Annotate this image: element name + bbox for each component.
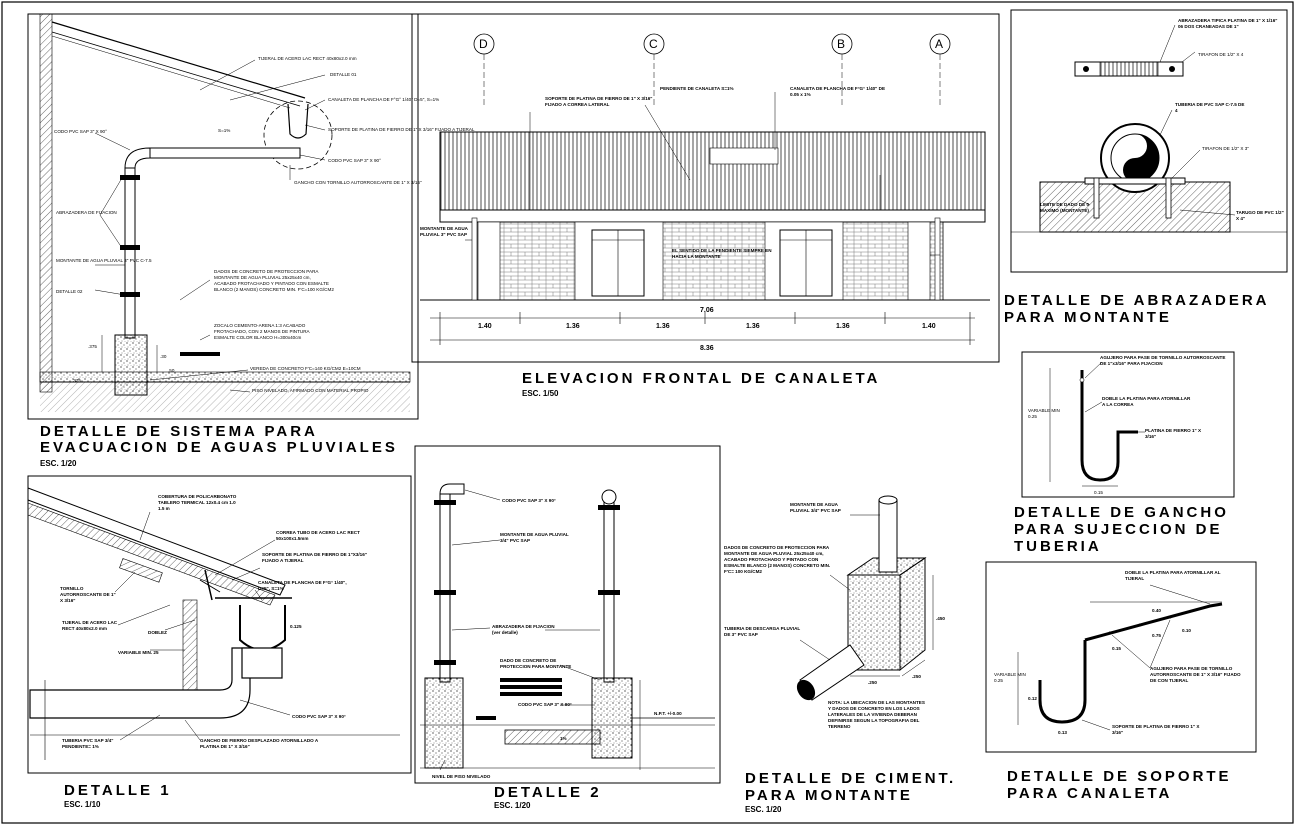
sistema-vereda-note: VEREDA DE CONCRETO F'C=140 KG/CM2 E=10CM	[250, 366, 361, 371]
elev-span-dim: 7.06	[700, 307, 714, 314]
sistema-dim-375: .375	[88, 344, 97, 349]
gancho-platina-note: PLATINA DE FIERRO 1" X 3/16"	[1145, 428, 1202, 439]
elev-soporte-note: SOPORTE DE PLATINA DE FIERRO DE 1" X 3/16" FIJADO A CORREA LATERAL	[545, 96, 653, 107]
d1-correa-note: CORREA TUBO DE ACERO LAC RECT 50x100x1.5mm	[276, 530, 360, 541]
gancho-title-line1: DETALLE DE GANCHO	[1014, 504, 1229, 521]
sistema-dim-50: .50	[168, 368, 175, 373]
gancho-agujero-note: AGUJERO PARA PASE DE TORNILLO AUTORROSCANTE DE 1"x3/16" PARA FIJACION	[1100, 355, 1226, 366]
soporte-soporte-note: SOPORTE DE PLATINA DE FIERRO 1" X 3/16"	[1112, 724, 1200, 735]
d1-tuberia-note: TUBERIA PVC SAP 3/4" PENDIENTE= 1%	[62, 738, 114, 749]
sistema-panel	[28, 14, 475, 419]
detalle1-panel	[28, 476, 411, 773]
d1-cobertura-note: COBERTURA DE POLICARBONATO TABLERO TERMICAL 12x0.4 cm 1.0 1.5 m	[158, 494, 237, 511]
ciment-panel	[724, 496, 945, 750]
elev-total-dim: 8.36	[700, 345, 714, 352]
soporte-title-line2: PARA CANALETA	[1007, 785, 1173, 802]
ciment-title-line1: DETALLE DE CIMENT.	[745, 770, 957, 787]
elevation-title: ELEVACION FRONTAL DE CANALETA	[522, 370, 881, 387]
sistema-dim-375b: .375	[72, 378, 81, 383]
d1-codo-note: CODO PVC SAP 3" X 90°	[292, 714, 346, 719]
elevation-panel	[412, 14, 999, 362]
grid-label-b: B	[837, 37, 846, 51]
ciment-tuberia-note: TUBERIA DE DESCARGA PLUVIAL DE 3" PVC SAP	[724, 626, 801, 637]
d1-canaleta-note: CANALETA DE PLANCHA DE F°G° 1/40", D=5", S=1%	[258, 580, 347, 591]
gancho-doblez-note: DOBLE LA PLATINA PARA ATORNILLAR A LA CORREA	[1102, 396, 1191, 407]
grid-label-a: A	[935, 37, 944, 51]
gancho-dim: 0.15	[1094, 490, 1103, 495]
elev-dim-6: 1.40	[922, 323, 936, 330]
sistema-codo-sup-note: CODO PVC SAP 3" X 90°	[328, 158, 381, 163]
d1-dim: 0.125	[290, 624, 302, 629]
d1-variable-note: VARIABLE MIN. 25	[118, 650, 159, 655]
sistema-title-line2: EVACUACION DE AGUAS PLUVIALES	[40, 439, 398, 456]
sistema-dim-30: .30	[160, 354, 167, 359]
sistema-soporte-note: SOPORTE DE PLATINA DE FIERRO DE 1" X 3/16" FIJADO A TIJERAL	[328, 127, 475, 132]
d2-nivel-note: NIVEL DE PISO NIVELADO	[432, 774, 491, 779]
elev-dim-5: 1.36	[836, 323, 850, 330]
ciment-dim-250: .250	[868, 680, 877, 685]
d1-gancho-note: GANCHO DE FIERRO DESPLAZADO ATORNILLADO A PLATINA DE 1" X 3/16"	[200, 738, 318, 749]
elev-pendiente-note: PENDIENTE DE CANALETA S=1%	[660, 86, 734, 91]
abrazadera-tuberia-note: TUBERIA DE PVC SAP C-7.5 DE 4	[1175, 102, 1245, 113]
d2-npt-note: N.P.T. +/-0.00	[654, 711, 682, 716]
elev-dim-1: 1.40	[478, 323, 492, 330]
grid-label-c: C	[649, 37, 658, 51]
detalle2-panel	[415, 446, 720, 783]
abrazadera-limite-note: LIMITE DE DADO DE 0 MAXIMO (MONTANTE)	[1040, 202, 1090, 213]
elevation-scale: ESC. 1/50	[522, 389, 559, 398]
gancho-title-line3: TUBERIA	[1014, 538, 1102, 555]
d2-dado-note: DADO DE CONCRETO DE PROTECCION PARA MONTANTE	[500, 658, 572, 669]
soporte-doblez-note: DOBLE LA PLATINA PARA ATORNILLAR AL TIJERAL	[1125, 570, 1221, 581]
sistema-gancho-note: GANCHO CON TORNILLO AUTORROSCANTE DE 1" X 3/16"	[294, 180, 422, 185]
sistema-piso-note: PISO NIVELADO, AFIRMADO CON MATERIAL PROPIO	[252, 388, 369, 393]
soporte-agujero-note: AGUJERO PARA PASE DE TORNILLO AUTORROSCANTE DE 1" X 3/16" FIJADO DE CON TIJERAL	[1150, 666, 1241, 683]
soporte-title-line1: DETALLE DE SOPORTE	[1007, 768, 1232, 785]
detalle1-title: DETALLE 1	[64, 782, 172, 799]
soporte-d010: 0.10	[1182, 628, 1191, 633]
ciment-dados-note: DADOS DE CONCRETO DE PROTECCION PARA MONTANTE DE AGUA PLUVIAL 25x25x40 cm, ACABADO FROTACHADO Y PINTADO CON ESMALTE BLANCO (2 MANOS) CONCRETO MIN. F'C= 100 KG/CM2	[724, 545, 831, 574]
elev-sentido-note: EL SENTIDO DE LA PENDIENTE SIEMPRE EN HACIA LA MONTANTE	[672, 248, 772, 259]
sistema-montante-note: MONTANTE DE AGUA PLUVIAL 3" PVC C-7.5	[56, 258, 152, 263]
sistema-zocalo-note: ZOCALO CEMENTO-ARENA 1:3 ACABADO FROTACHADO, CON 2 MANOS DE PINTURA ESMALTE COLOR BLANCO H=300x40cm	[214, 323, 310, 340]
soporte-d015: 0.15	[1112, 646, 1121, 651]
sistema-title-line1: DETALLE DE SISTEMA PARA	[40, 423, 318, 440]
sistema-detalle2-note: DETALLE 02	[56, 289, 83, 294]
elev-dim-4: 1.36	[746, 323, 760, 330]
detalle1-scale: ESC. 1/10	[64, 800, 101, 809]
elev-canaleta-note: CANALETA DE PLANCHA DE F°G° 1/40" DE 0.05 x 1%	[790, 86, 886, 97]
gancho-title-line2: PARA SUJECCION DE	[1014, 521, 1223, 538]
abrazadera-panel	[1011, 10, 1287, 272]
elev-dim-2: 1.36	[566, 323, 580, 330]
soporte-d012: 0.12	[1028, 696, 1037, 701]
grid-label-d: D	[479, 37, 488, 51]
gancho-panel	[1022, 352, 1234, 497]
soporte-d075: 0.75	[1152, 633, 1161, 638]
d1-tornillo-note: TORNILLO AUTORROSCANTE DE 1" X 3/16"	[60, 586, 116, 603]
sistema-pendiente: S=1%	[218, 128, 231, 133]
ciment-dim-450: .450	[936, 616, 945, 621]
soporte-variable-note: VARIABLE MIN 0.25	[994, 672, 1026, 683]
sistema-abrazadera-note: ABRAZADERA DE FIJACION	[56, 210, 117, 215]
gancho-variable-note: VARIABLE MIN 0.25	[1028, 408, 1060, 419]
d1-tijeral-note: TIJERAL DE ACERO LAC RECT 40x80x2.0 mm	[62, 620, 118, 631]
detalle2-scale: ESC. 1/20	[494, 801, 531, 810]
d1-soporte-note: SOPORTE DE PLATINA DE FIERRO DE 1"X3/16" FIJADO A TIJERAL	[262, 552, 367, 563]
abrazadera-tirafon2-note: TIRAFON DE 1/2" X 3"	[1202, 146, 1249, 151]
abrazadera-tarugo-note: TARUGO DE PVC 1/2" X 4"	[1236, 210, 1284, 221]
d2-pendiente-note: 1%	[560, 736, 567, 741]
abrazadera-title-line1: DETALLE DE ABRAZADERA	[1004, 292, 1270, 309]
ciment-montante-note: MONTANTE DE AGUA PLUVIAL 3/4" PVC SAP	[790, 502, 841, 513]
sistema-codo-izq-note: CODO PVC SAP 3" X 90°	[54, 129, 107, 134]
ciment-dim-250b: .250	[912, 674, 921, 679]
elev-montante-note: MONTANTE DE AGUA PLUVIAL 3" PVC SAP	[420, 226, 468, 237]
d2-abrazadera-note: ABRAZADERA DE FIJACION (ver detalle)	[492, 624, 555, 635]
abrazadera-platina-note: ABRAZADERA TIPICA PLATINA DE 1" X 1/16" 06 DOS CRANEADAS DE 1"	[1178, 18, 1278, 29]
sistema-detalle1-note: DETALLE 01	[330, 72, 357, 77]
abrazadera-tirafon-note: TIRAFON DE 1/2" X 4	[1198, 52, 1244, 57]
sistema-dados-note: DADOS DE CONCRETO DE PROTECCION PARA MONTANTE DE AGUA PLUVIAL 25x25x40 cm, ACABADO FROTACHADO Y PINTADO CON ESMALTE BLANCO (2 MANOS) CONCRETO MIN. F'C=100 KG/CM2	[214, 269, 334, 292]
d2-montante-note: MONTANTE DE AGUA PLUVIAL 3/4" PVC SAP	[500, 532, 569, 543]
sistema-canaleta-note: CANALETA DE PLANCHA DE F°G° 1/40" D=5", S=1%	[328, 97, 440, 102]
d2-codo2-note: CODO PVC SAP 3" X 90°	[518, 702, 572, 707]
sistema-tijeral-note: TIJERAL DE ACERO LAC RECT 40x80x2.0 mm	[258, 56, 357, 61]
sistema-scale: ESC. 1/20	[40, 459, 77, 468]
ciment-nota: NOTA: LA UBICACION DE LAS MONTANTES Y DADOS DE CONCRETO EN LOS LADOS LATERALES DE LA VIVIENDA DEBERAN DEFINIRSE SEGUN LA TOPOGRAFIA DEL TERRENO	[828, 700, 925, 729]
ciment-title-line2: PARA MONTANTE	[745, 787, 913, 804]
soporte-d013: 0.13	[1058, 730, 1067, 735]
d1-doblez-note: DOBLEZ	[148, 630, 167, 635]
elev-dim-3: 1.36	[656, 323, 670, 330]
detalle2-title: DETALLE 2	[494, 784, 602, 801]
ciment-scale: ESC. 1/20	[745, 805, 782, 814]
d2-codo-note: CODO PVC SAP 3" X 90°	[502, 498, 556, 503]
soporte-panel	[986, 562, 1256, 752]
soporte-d040: 0.40	[1152, 608, 1161, 613]
abrazadera-title-line2: PARA MONTANTE	[1004, 309, 1172, 326]
